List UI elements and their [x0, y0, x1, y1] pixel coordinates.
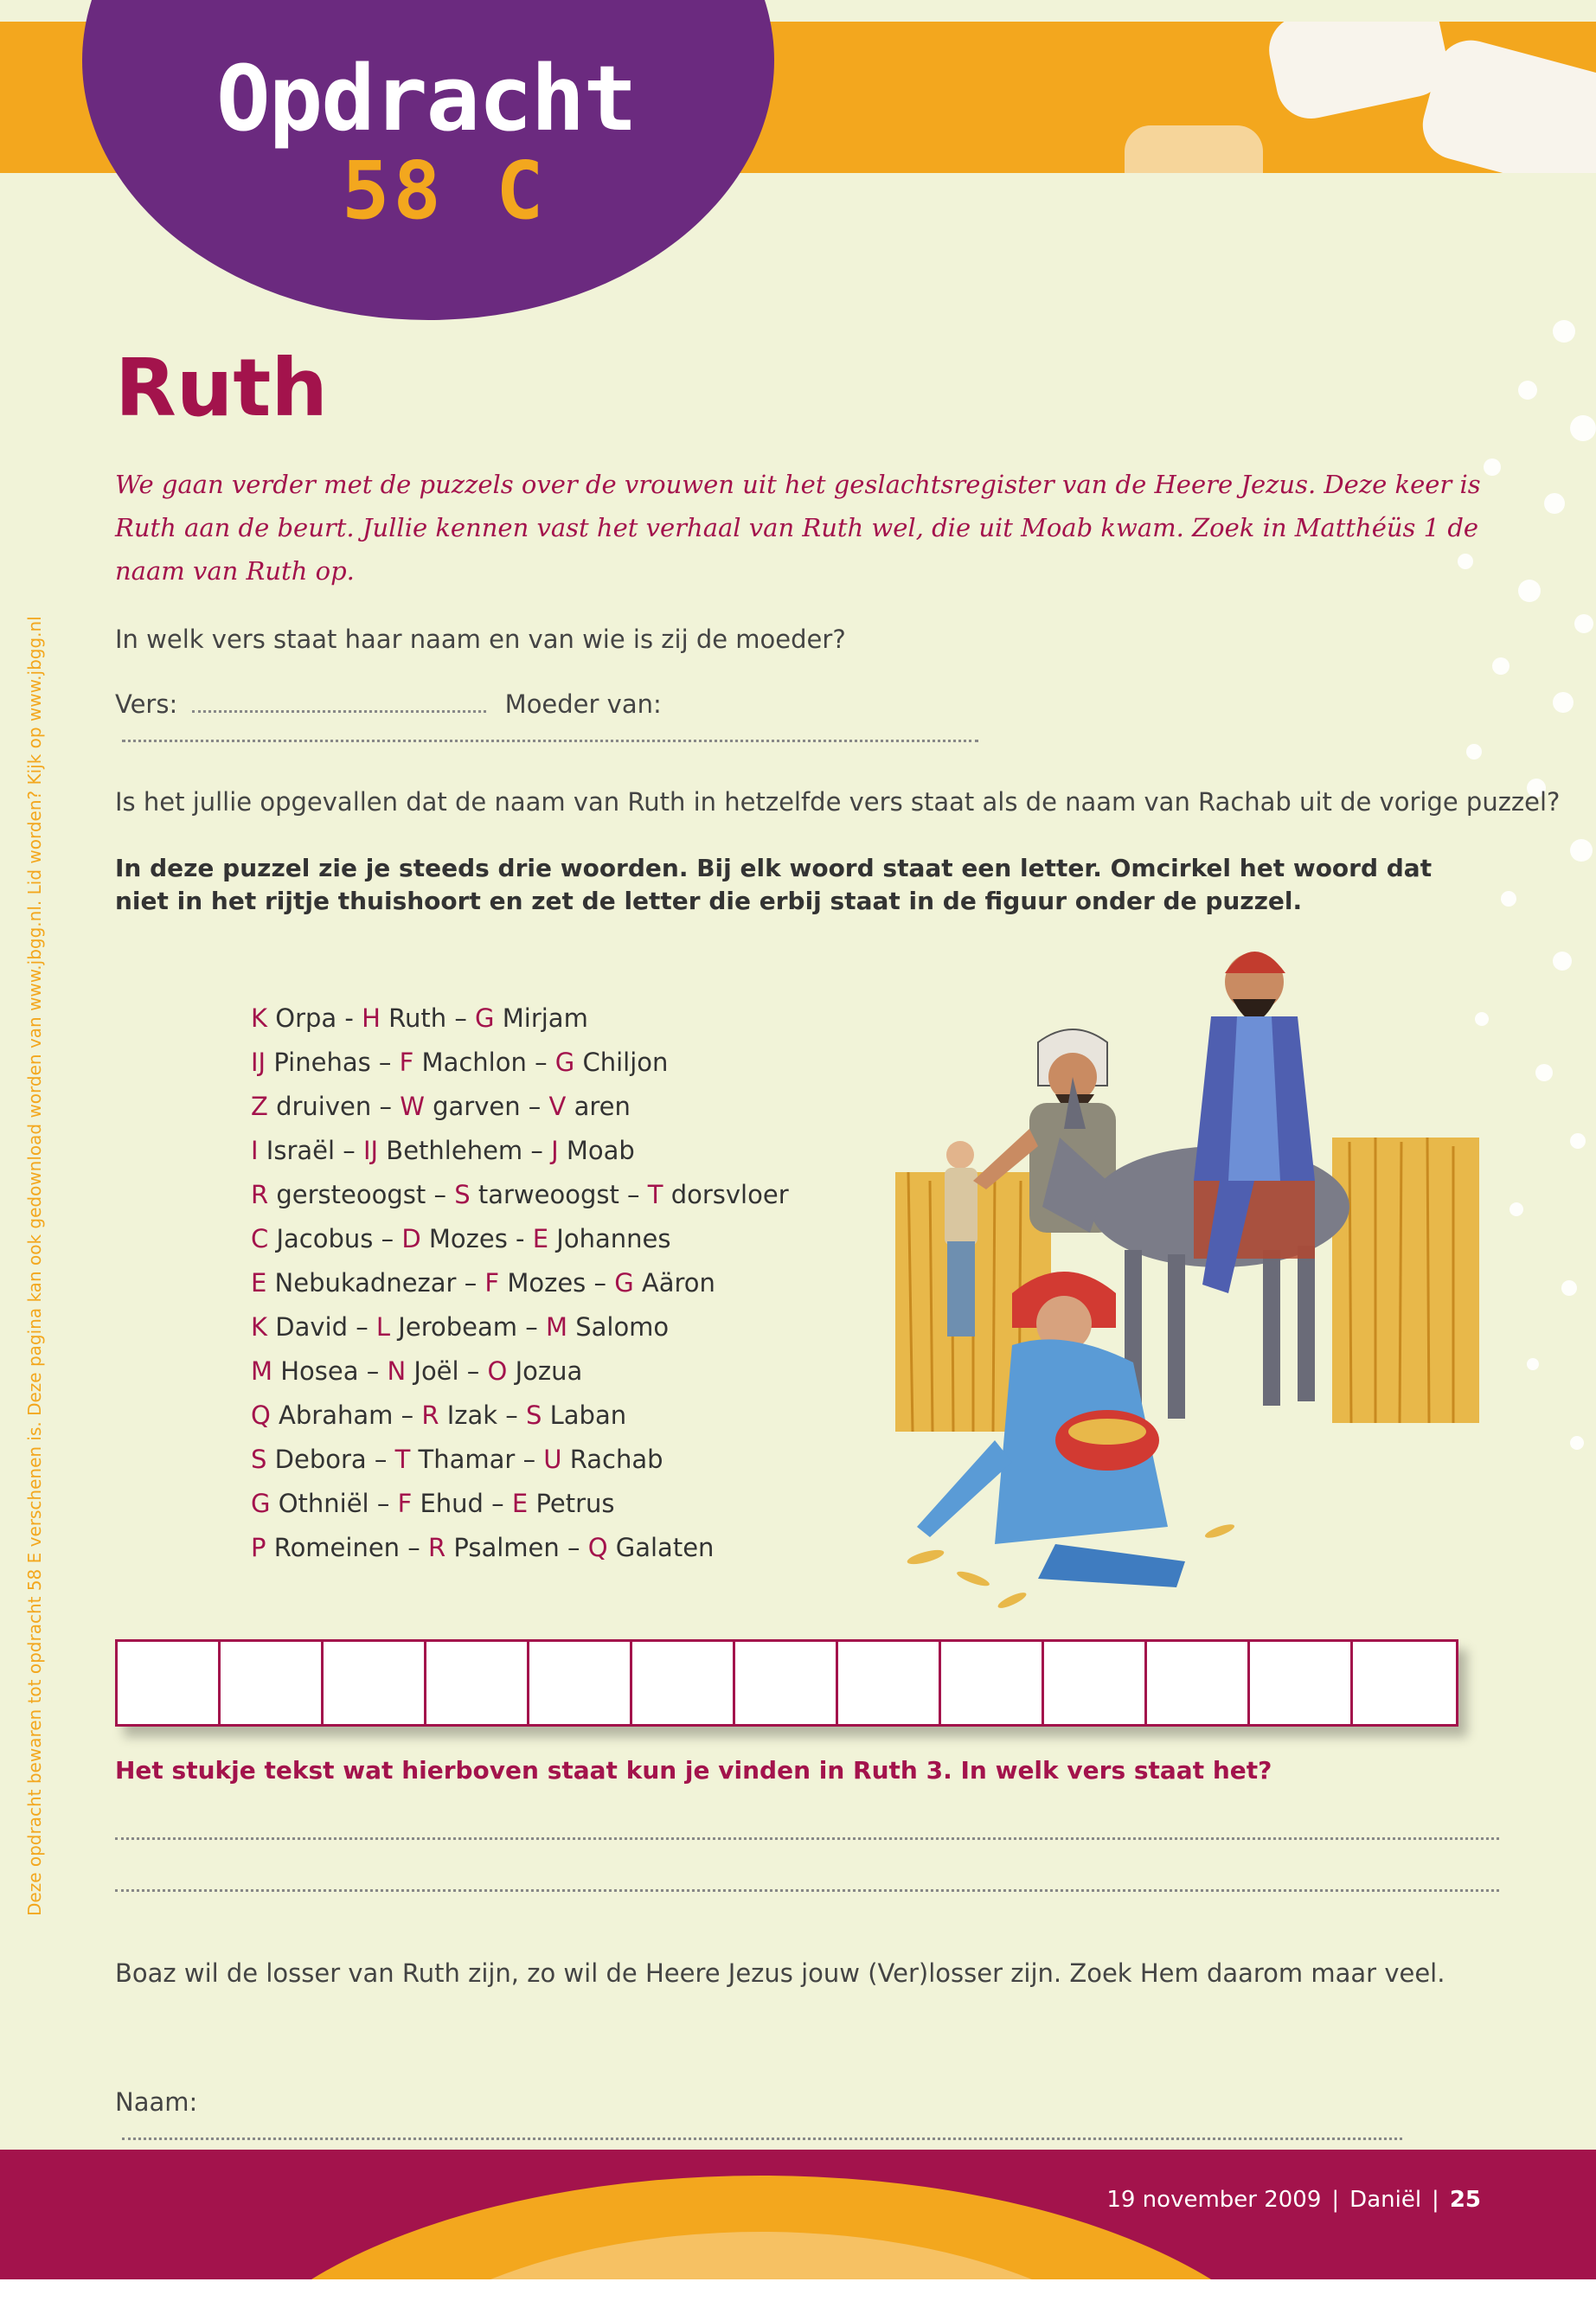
puzzle-letter: W	[400, 1092, 425, 1121]
puzzle-word-text: Pinehas	[266, 1048, 371, 1077]
puzzle-row	[251, 1482, 789, 1526]
answer-cell[interactable]	[221, 1642, 324, 1724]
page-title: Ruth	[115, 342, 328, 434]
puzzle-word[interactable]	[526, 1400, 626, 1430]
puzzle-row	[251, 1085, 789, 1129]
puzzle-word[interactable]	[533, 1224, 671, 1253]
puzzle-letter: R	[251, 1180, 269, 1209]
puzzle-word[interactable]	[546, 1312, 669, 1342]
puzzle-letter: M	[545, 1312, 567, 1342]
answer-line[interactable]	[115, 1886, 1499, 1892]
puzzle-word-text: Nebukadnezar	[266, 1268, 457, 1298]
puzzle-word[interactable]	[543, 1445, 663, 1474]
puzzle-letter: U	[543, 1445, 562, 1474]
puzzle-word-text: Chiljon	[574, 1048, 669, 1077]
puzzle-row	[251, 1261, 789, 1305]
puzzle-letter: P	[251, 1533, 266, 1562]
puzzle-word[interactable]	[421, 1400, 497, 1430]
puzzle-word[interactable]	[551, 1136, 635, 1165]
puzzle-letter: K	[251, 1312, 268, 1342]
puzzle-word-text: gersteoogst	[268, 1180, 426, 1209]
footer-band	[0, 2150, 1596, 2279]
vers-label: Vers:	[115, 689, 178, 719]
puzzle-letter: S	[251, 1445, 267, 1474]
separator: –	[335, 1136, 363, 1165]
sidebar-note: Deze opdracht bewaren tot opdracht 58 E verschenen is. Deze pagina kan ook gedownload worden van www.jbgg.nl. Lid worden? Kijk op www.jbgg.nl	[24, 616, 45, 1916]
answer-cell[interactable]	[735, 1642, 838, 1724]
ruth-boaz-illustration	[891, 921, 1479, 1631]
puzzle-letter: H	[362, 1003, 381, 1033]
answer-cell[interactable]	[118, 1642, 221, 1724]
puzzle-word-text: Aäron	[633, 1268, 715, 1298]
puzzle-word[interactable]	[549, 1092, 631, 1121]
puzzle-word[interactable]	[512, 1489, 615, 1518]
puzzle-letter: I	[251, 1136, 259, 1165]
puzzle-word[interactable]	[363, 1136, 522, 1165]
puzzle-word[interactable]	[251, 1003, 337, 1033]
answer-cell[interactable]	[1353, 1642, 1456, 1724]
puzzle-letter: K	[251, 1003, 268, 1033]
puzzle-letter: Z	[251, 1092, 268, 1121]
question-verse: In welk vers staat haar naam en van wie is zij de moeder?	[115, 625, 846, 654]
puzzle-word[interactable]	[387, 1356, 458, 1386]
puzzle-letter: R	[421, 1400, 439, 1430]
puzzle-word[interactable]	[251, 1224, 373, 1253]
puzzle-word-text: Abraham	[270, 1400, 394, 1430]
assignment-number: 58 C	[342, 144, 548, 237]
puzzle-row	[251, 1438, 789, 1482]
naam-field[interactable]	[122, 2131, 1402, 2140]
puzzle-letter: Q	[587, 1533, 608, 1562]
puzzle-word[interactable]	[395, 1445, 516, 1474]
puzzle-word-text: Bethlehem	[378, 1136, 523, 1165]
separator: -	[337, 1003, 362, 1033]
puzzle-word-text: Izak	[439, 1400, 498, 1430]
puzzle-word-text: Othniël	[270, 1489, 369, 1518]
puzzle-instruction: In deze puzzel zie je steeds drie woorden. Bij elk woord staat een letter. Omcirkel het woord dat niet in het rijtje thuishoort en zet de letter die erbij staat in de figuur onder de puzzel.	[115, 854, 1433, 915]
puzzle-word[interactable]	[454, 1180, 619, 1209]
puzzle-word[interactable]	[488, 1356, 583, 1386]
puzzle-letter: S	[454, 1180, 471, 1209]
puzzle-letter: R	[428, 1533, 446, 1562]
puzzle-word-text: Jacobus	[268, 1224, 374, 1253]
puzzle-row	[251, 1526, 789, 1570]
puzzle-piece-decoration	[1415, 33, 1596, 173]
puzzle-word-text: Rachab	[561, 1445, 663, 1474]
answer-cell[interactable]	[1044, 1642, 1147, 1724]
puzzle-letter: N	[387, 1356, 407, 1386]
moeder-answer-field[interactable]	[122, 733, 978, 742]
puzzle-word-text: Mozes	[420, 1224, 508, 1253]
puzzle-word[interactable]	[400, 1092, 520, 1121]
puzzle-letter: F	[484, 1268, 500, 1298]
puzzle-letter: Q	[251, 1400, 271, 1430]
puzzle-letter: V	[548, 1092, 567, 1121]
puzzle-letter: S	[525, 1400, 542, 1430]
answer-grid	[115, 1639, 1458, 1727]
separator: –	[517, 1312, 546, 1342]
separator: –	[371, 1092, 401, 1121]
puzzle-letter: G	[614, 1268, 634, 1298]
puzzle-word-text: David	[267, 1312, 348, 1342]
puzzle-word[interactable]	[251, 1445, 367, 1474]
puzzle-word[interactable]	[251, 1048, 371, 1077]
puzzle-word[interactable]	[251, 1489, 369, 1518]
answer-cell[interactable]	[426, 1642, 529, 1724]
puzzle-word-text: Debora	[266, 1445, 367, 1474]
vers-answer-field[interactable]	[192, 703, 486, 713]
question-rachab: Is het jullie opgevallen dat de naam van Ruth in hetzelfde vers staat als de naam van Rachab uit de vorige puzzel?	[115, 787, 1561, 817]
separator: –	[369, 1489, 398, 1518]
puzzle-word-text: Romeinen	[266, 1533, 401, 1562]
separator: –	[586, 1268, 615, 1298]
puzzle-word-text: tarweoogst	[470, 1180, 619, 1209]
assignment-label: Opdracht	[216, 46, 636, 151]
puzzle-word[interactable]	[251, 1268, 456, 1298]
puzzle-word-text: Hosea	[272, 1356, 359, 1386]
separator: –	[370, 1048, 400, 1077]
puzzle-letter: J	[551, 1136, 559, 1165]
puzzle-word[interactable]	[251, 1180, 426, 1209]
puzzle-word[interactable]	[484, 1268, 586, 1298]
answer-cell[interactable]	[941, 1642, 1044, 1724]
puzzle-letter: F	[397, 1489, 413, 1518]
separator: –	[619, 1180, 648, 1209]
puzzle-letter: G	[251, 1489, 271, 1518]
puzzle-row	[251, 1173, 789, 1217]
puzzle-word-text: druiven	[267, 1092, 372, 1121]
separator: –	[446, 1003, 476, 1033]
puzzle-word-text: Joël	[406, 1356, 459, 1386]
footer-date: 19 november 2009	[1106, 2187, 1322, 2213]
puzzle-word[interactable]	[398, 1489, 484, 1518]
puzzle-word-text: Johannes	[548, 1224, 671, 1253]
naam-label: Naam:	[115, 2087, 198, 2117]
puzzle-letter: G	[475, 1003, 495, 1033]
closing-text: Boaz wil de losser van Ruth zijn, zo wil de Heere Jezus jouw (Ver)losser zijn. Zoek Hem daarom maar veel.	[115, 1958, 1445, 1988]
puzzle-letter: T	[394, 1445, 411, 1474]
puzzle-word[interactable]	[251, 1356, 359, 1386]
puzzle-word-text: Ehud	[412, 1489, 484, 1518]
answer-cell[interactable]	[529, 1642, 632, 1724]
puzzle-word-text: Laban	[542, 1400, 627, 1430]
answer-cell[interactable]	[1147, 1642, 1250, 1724]
puzzle-letter: M	[251, 1356, 273, 1386]
separator: –	[393, 1400, 422, 1430]
puzzle-row	[251, 1217, 789, 1261]
puzzle-row	[251, 1041, 789, 1085]
puzzle-letter: F	[399, 1048, 414, 1077]
page-number: 25	[1449, 2187, 1481, 2213]
separator: –	[426, 1180, 455, 1209]
puzzle-word-text: Orpa	[267, 1003, 337, 1033]
separator: –	[347, 1312, 376, 1342]
puzzle-word-text: aren	[566, 1092, 631, 1121]
puzzle-word[interactable]	[376, 1312, 517, 1342]
puzzle-word-text: Ruth	[380, 1003, 447, 1033]
separator: –	[358, 1356, 388, 1386]
separator: –	[559, 1533, 588, 1562]
puzzle-word-text: Thamar	[410, 1445, 516, 1474]
puzzle-word[interactable]	[588, 1533, 715, 1562]
puzzle-letter: L	[375, 1312, 391, 1342]
puzzle-letter: IJ	[362, 1136, 379, 1165]
puzzle-letter: D	[401, 1224, 421, 1253]
puzzle-letter: E	[511, 1489, 529, 1518]
puzzle-word[interactable]	[401, 1224, 508, 1253]
separator: –	[458, 1356, 488, 1386]
answer-cell[interactable]	[1250, 1642, 1353, 1724]
puzzle-letter: C	[251, 1224, 269, 1253]
puzzle-word[interactable]	[555, 1048, 669, 1077]
puzzle-word-text: Psalmen	[445, 1533, 560, 1562]
intro-text: We gaan verder met de puzzels over de vrouwen uit het geslachtsregister van de Heere Jezus. Deze keer is Ruth aan de beurt. Jullie kennen vast het verhaal van Ruth wel, die uit Moab kwam. Zoek in Matthéüs 1 de naam van Ruth op.	[115, 470, 1481, 586]
footer-publication: Daniël	[1349, 2187, 1422, 2213]
answer-line[interactable]	[115, 1834, 1499, 1840]
separator: –	[456, 1268, 485, 1298]
page-footer: 19 november 2009 | Daniël | 25	[1106, 2187, 1481, 2213]
puzzle-word[interactable]	[362, 1003, 446, 1033]
separator: –	[366, 1445, 395, 1474]
puzzle-word-text: dorsvloer	[663, 1180, 789, 1209]
separator: –	[520, 1092, 549, 1121]
puzzle-letter: T	[647, 1180, 663, 1209]
puzzle-word[interactable]	[648, 1180, 789, 1209]
puzzle-word[interactable]	[251, 1312, 348, 1342]
puzzle-word-text: Galaten	[607, 1533, 715, 1562]
puzzle-word-text: Moab	[558, 1136, 635, 1165]
puzzle-letter: IJ	[251, 1048, 266, 1077]
puzzle-word-text: Jozua	[507, 1356, 583, 1386]
question-ruth-3: Het stukje tekst wat hierboven staat kun je vinden in Ruth 3. In welk vers staat het?	[115, 1756, 1272, 1785]
puzzle-row	[251, 1394, 789, 1438]
puzzle-word[interactable]	[251, 1533, 400, 1562]
puzzle-row	[251, 997, 789, 1041]
puzzle-word-text: garven	[424, 1092, 521, 1121]
separator: –	[483, 1489, 512, 1518]
separator: –	[373, 1224, 402, 1253]
puzzle-word-text: Mirjam	[494, 1003, 588, 1033]
puzzle-word[interactable]	[251, 1400, 393, 1430]
puzzle-word[interactable]	[400, 1048, 527, 1077]
puzzle-piece-decoration	[1125, 125, 1263, 173]
puzzle-word-text: Mozes	[499, 1268, 586, 1298]
word-puzzle-list	[251, 997, 789, 1570]
puzzle-word[interactable]	[614, 1268, 715, 1298]
verse-mother-row	[115, 689, 1499, 724]
puzzle-word[interactable]	[475, 1003, 588, 1033]
puzzle-letter: E	[251, 1268, 267, 1298]
puzzle-letter: O	[487, 1356, 508, 1386]
puzzle-letter: E	[532, 1224, 549, 1253]
separator: -	[507, 1224, 533, 1253]
answer-cell[interactable]	[632, 1642, 735, 1724]
puzzle-word[interactable]	[251, 1092, 371, 1121]
separator: –	[526, 1048, 555, 1077]
separator: –	[515, 1445, 544, 1474]
puzzle-row	[251, 1129, 789, 1173]
puzzle-row	[251, 1305, 789, 1349]
puzzle-word-text: Machlon	[413, 1048, 527, 1077]
puzzle-row	[251, 1349, 789, 1394]
answer-cell[interactable]	[838, 1642, 941, 1724]
separator: –	[400, 1533, 428, 1562]
puzzle-word-text: Petrus	[528, 1489, 615, 1518]
puzzle-word-text: Israël	[258, 1136, 336, 1165]
separator: –	[522, 1136, 552, 1165]
puzzle-word[interactable]	[428, 1533, 560, 1562]
puzzle-word-text: Salomo	[567, 1312, 670, 1342]
moeder-label: Moeder van:	[504, 689, 662, 719]
answer-cell[interactable]	[324, 1642, 426, 1724]
name-row	[115, 2087, 1482, 2146]
puzzle-word-text: Jerobeam	[390, 1312, 518, 1342]
separator: –	[497, 1400, 526, 1430]
puzzle-letter: G	[554, 1048, 575, 1077]
reaper-figure	[945, 1141, 977, 1336]
puzzle-word[interactable]	[251, 1136, 335, 1165]
